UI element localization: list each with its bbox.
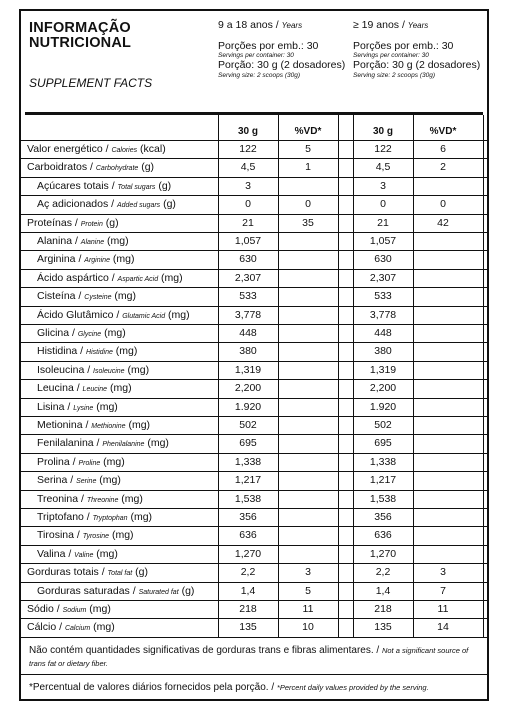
portions-per-pack-en: Servings per container: 30 bbox=[218, 52, 294, 59]
nutrient-label bbox=[37, 511, 152, 523]
nutrient-row bbox=[21, 214, 487, 232]
nutrient-amount: 1,4 bbox=[240, 584, 256, 597]
portions-per-pack-en: Servings per container: 30 bbox=[353, 52, 429, 59]
nutrient-unit: (g) bbox=[160, 198, 176, 211]
row-divider bbox=[21, 490, 487, 491]
nutrient-row bbox=[21, 379, 487, 397]
nutrient-name: Proteínas / bbox=[27, 216, 81, 229]
portion-size-en: Serving size: 2 scoops (30g) bbox=[218, 71, 301, 79]
nutrient-label bbox=[37, 437, 169, 449]
nutrient-row bbox=[21, 471, 487, 489]
nutrient-name: Fenilalanina / bbox=[37, 437, 103, 450]
nutrient-row bbox=[21, 250, 487, 268]
nutrient-dv: 5 bbox=[305, 584, 311, 597]
nutrient-amount: 533 bbox=[374, 290, 392, 303]
nutrient-unit: (mg) bbox=[124, 363, 150, 376]
row-divider bbox=[21, 398, 487, 399]
nutrient-amount: 1,538 bbox=[369, 492, 397, 505]
nutrient-amount: 2,307 bbox=[234, 271, 262, 284]
nutrient-row bbox=[21, 361, 487, 379]
nutrient-amount: 2,2 bbox=[240, 566, 256, 579]
portions-per-pack: Porções por emb.: 30 bbox=[353, 39, 454, 52]
nutrient-row bbox=[21, 545, 487, 563]
nutrient-label bbox=[37, 529, 134, 541]
nutrient-amount: 1,217 bbox=[369, 474, 397, 487]
nutrient-unit: (mg) bbox=[104, 235, 129, 247]
row-divider bbox=[21, 471, 487, 472]
nutrient-label bbox=[37, 548, 118, 560]
nutrient-amount: 122 bbox=[374, 143, 392, 155]
label-title bbox=[29, 21, 131, 51]
nutrient-amount: 3,778 bbox=[234, 308, 262, 321]
nutrient-row bbox=[21, 269, 487, 287]
nutrient-label bbox=[37, 364, 149, 376]
dv-header: %VD* bbox=[429, 126, 457, 137]
nutrient-name-en: Valine bbox=[74, 551, 94, 559]
nutrient-amount: 695 bbox=[239, 437, 257, 450]
nutrient-row bbox=[21, 453, 487, 471]
nutrient-amount: 1,538 bbox=[234, 492, 262, 505]
row-divider bbox=[21, 582, 487, 583]
nutrient-name: Cisteína / bbox=[37, 290, 85, 303]
nutrient-name-en: Glycine bbox=[77, 331, 102, 338]
footnote-trans-text: Não contém quantidades significativas de gorduras trans e fibras alimentares. / bbox=[29, 645, 382, 656]
nutrient-name-en: Total sugars bbox=[117, 183, 156, 191]
nutrient-amount: 4,5 bbox=[375, 161, 391, 174]
nutrient-label bbox=[37, 585, 194, 597]
nutrient-label bbox=[37, 493, 143, 505]
nutrient-amount: 502 bbox=[239, 419, 257, 431]
nutrient-amount: 636 bbox=[374, 529, 392, 542]
row-divider bbox=[21, 195, 487, 196]
nutrient-label bbox=[37, 290, 136, 302]
nutrition-label bbox=[19, 9, 489, 701]
nutrient-amount: 380 bbox=[239, 345, 257, 358]
nutrient-name-en: Cysteine bbox=[84, 294, 112, 302]
nutrient-amount: 630 bbox=[239, 253, 257, 266]
nutrient-name: Leucina / bbox=[37, 382, 83, 395]
nutrient-unit: (mg) bbox=[165, 308, 190, 321]
nutrient-row bbox=[21, 582, 487, 600]
age-range: 9 a 18 anos / bbox=[218, 19, 282, 31]
row-divider bbox=[21, 324, 487, 325]
nutrient-amount: 1,338 bbox=[369, 455, 397, 468]
row-divider bbox=[21, 232, 487, 233]
nutrient-row bbox=[21, 287, 487, 305]
label-title-line1: INFORMAÇÃO bbox=[29, 20, 131, 36]
nutrient-row bbox=[21, 526, 487, 544]
nutrient-label bbox=[27, 143, 166, 155]
nutrient-amount: 636 bbox=[239, 529, 257, 542]
nutrient-unit: (mg) bbox=[127, 511, 153, 523]
nutrient-name-en: Tyrosine bbox=[82, 533, 110, 541]
footnote-rule bbox=[21, 674, 487, 675]
nutrient-row bbox=[21, 600, 487, 618]
nutrient-unit: (mg) bbox=[96, 474, 121, 487]
portion-size-en: Serving size: 2 scoops (30g) bbox=[353, 71, 436, 79]
nutrient-amount: 2,307 bbox=[369, 271, 397, 284]
row-divider bbox=[21, 526, 487, 527]
nutrient-amount: 1,4 bbox=[375, 584, 391, 597]
nutrient-unit: (kcal) bbox=[137, 143, 166, 155]
nutrient-amount: 1,270 bbox=[369, 547, 397, 560]
nutrient-row bbox=[21, 342, 487, 360]
nutrient-name: Ácido Glutâmico / bbox=[37, 308, 123, 321]
row-divider bbox=[21, 287, 487, 288]
nutrient-dv: 3 bbox=[440, 566, 446, 579]
nutrient-unit: (g) bbox=[138, 161, 155, 174]
nutrient-name-en: Added sugars bbox=[116, 202, 161, 210]
nutrient-unit: (mg) bbox=[100, 455, 125, 468]
nutrient-amount: 630 bbox=[374, 253, 392, 266]
nutrient-row bbox=[21, 195, 487, 213]
nutrient-name: Glicina / bbox=[37, 327, 78, 339]
label-subtitle: SUPPLEMENT FACTS bbox=[29, 76, 153, 90]
nutrient-amount: 2,200 bbox=[369, 382, 397, 395]
footnote-daily-values bbox=[29, 681, 483, 694]
nutrient-amount: 3 bbox=[380, 179, 386, 192]
nutrient-name: Valor energético / bbox=[27, 143, 112, 155]
nutrient-dv: 7 bbox=[440, 584, 446, 597]
nutrient-name-en: Calories bbox=[111, 147, 138, 154]
nutrient-amount: 380 bbox=[374, 345, 392, 358]
age-range: ≥ 19 anos / bbox=[353, 19, 408, 31]
nutrient-name: Sódio / bbox=[27, 603, 63, 615]
nutrient-unit: (mg) bbox=[93, 400, 118, 413]
nutrient-label bbox=[37, 309, 190, 321]
nutrient-row bbox=[21, 416, 487, 434]
nutrient-amount: 533 bbox=[239, 290, 257, 303]
nutrient-label bbox=[37, 456, 125, 468]
nutrient-name: Valina / bbox=[37, 547, 75, 560]
nutrient-amount: 356 bbox=[239, 511, 257, 523]
nutrient-name: Treonina / bbox=[37, 492, 87, 505]
column-header-19-plus bbox=[353, 19, 480, 79]
nutrient-row bbox=[21, 563, 487, 581]
row-divider bbox=[21, 434, 487, 435]
table-bottom-rule bbox=[21, 637, 487, 638]
nutrient-name-en: Protein bbox=[80, 220, 103, 228]
nutrient-name-en: Serine bbox=[76, 478, 97, 486]
nutrient-amount: 1,338 bbox=[234, 455, 262, 468]
portion-size: Porção: 30 g (2 dosadores) bbox=[353, 59, 481, 71]
nutrient-name: Tirosina / bbox=[37, 529, 83, 542]
nutrient-row bbox=[21, 158, 487, 176]
footnote-dv-en: *Percent daily values provided by the serving. bbox=[276, 683, 429, 692]
nutrient-dv: 42 bbox=[437, 216, 449, 229]
age-range-en: Years bbox=[281, 21, 303, 30]
nutrient-name: Aç adicionados / bbox=[37, 198, 117, 211]
nutrient-name: Ácido aspártico / bbox=[37, 271, 118, 284]
row-divider bbox=[21, 379, 487, 380]
nutrient-dv: 2 bbox=[440, 161, 446, 174]
row-divider bbox=[21, 618, 487, 619]
nutrient-label bbox=[27, 603, 111, 615]
nutrient-name-en: Histidine bbox=[86, 349, 113, 357]
nutrient-name-en: Saturated fat bbox=[138, 588, 179, 596]
age-range-en: Years bbox=[407, 21, 429, 30]
nutrient-dv: 6 bbox=[440, 143, 446, 155]
nutrient-amount: 502 bbox=[374, 419, 392, 431]
nutrient-unit: (mg) bbox=[86, 603, 111, 615]
nutrient-unit: (mg) bbox=[125, 419, 151, 431]
nutrient-label bbox=[27, 566, 148, 578]
nutrient-amount: 448 bbox=[239, 327, 257, 339]
nutrient-amount: 0 bbox=[245, 198, 251, 211]
nutrient-name-en: Aspartic Acid bbox=[117, 275, 159, 283]
nutrient-label bbox=[27, 621, 115, 633]
nutrient-row bbox=[21, 177, 487, 195]
nutrient-amount: 1,217 bbox=[234, 474, 262, 487]
nutrient-name: Histidina / bbox=[37, 345, 87, 358]
nutrient-name: Açúcares totais / bbox=[37, 179, 118, 192]
nutrient-dv: 11 bbox=[437, 603, 449, 615]
nutrient-name: Gorduras saturadas / bbox=[37, 584, 139, 597]
nutrient-name: Gorduras totais / bbox=[27, 566, 108, 579]
row-divider bbox=[21, 177, 487, 178]
row-divider bbox=[21, 545, 487, 546]
nutrient-label bbox=[27, 161, 154, 173]
nutrient-unit: (mg) bbox=[101, 327, 126, 339]
nutrient-row bbox=[21, 306, 487, 324]
nutrient-label bbox=[37, 253, 134, 265]
nutrient-amount: 1,270 bbox=[234, 547, 262, 560]
nutrient-name: Serina / bbox=[37, 474, 77, 487]
portion-size: Porção: 30 g (2 dosadores) bbox=[218, 59, 346, 71]
nutrient-amount: 1.920 bbox=[234, 400, 262, 413]
nutrient-label bbox=[37, 272, 183, 284]
nutrient-dv: 11 bbox=[302, 603, 314, 615]
nutrient-amount: 356 bbox=[374, 511, 392, 523]
nutrient-amount: 21 bbox=[377, 216, 389, 229]
nutrient-name: Isoleucina / bbox=[37, 363, 94, 376]
nutrient-unit: (mg) bbox=[112, 345, 138, 358]
nutrient-dv: 10 bbox=[302, 621, 314, 634]
column-header-9-18 bbox=[218, 19, 345, 79]
nutrient-name-en: Total fat bbox=[107, 570, 133, 578]
nutrient-label bbox=[37, 180, 171, 192]
nutrient-dv: 3 bbox=[305, 566, 311, 579]
nutrient-name-en: Glutamic Acid bbox=[122, 312, 166, 320]
nutrient-amount: 135 bbox=[239, 621, 257, 634]
nutrient-unit: (mg) bbox=[93, 547, 118, 560]
row-divider bbox=[21, 158, 487, 159]
dv-header: %VD* bbox=[294, 126, 322, 137]
nutrient-label bbox=[37, 327, 126, 339]
nutrient-row bbox=[21, 140, 487, 158]
nutrient-unit: (g) bbox=[178, 584, 195, 597]
nutrient-row bbox=[21, 232, 487, 250]
nutrient-row bbox=[21, 490, 487, 508]
nutrient-label bbox=[37, 382, 132, 394]
row-divider bbox=[21, 306, 487, 307]
nutrient-amount: 2,200 bbox=[234, 382, 262, 395]
footnote-trans-en: Not a significant source of trans fat or dietary fiber. bbox=[29, 646, 469, 668]
row-divider bbox=[21, 269, 487, 270]
nutrient-amount: 21 bbox=[242, 216, 254, 229]
nutrient-name-en: Isoleucine bbox=[93, 367, 125, 375]
nutrient-name-en: Sodium bbox=[62, 607, 87, 614]
footnote-trans-fat bbox=[29, 644, 483, 670]
nutrient-label bbox=[37, 419, 150, 431]
nutrient-amount: 448 bbox=[374, 327, 392, 339]
nutrient-name-en: Methionine bbox=[91, 423, 126, 430]
amount-header: 30 g bbox=[372, 126, 393, 137]
nutrient-dv: 35 bbox=[302, 216, 314, 229]
nutrient-row bbox=[21, 324, 487, 342]
nutrient-unit: (g) bbox=[102, 216, 119, 229]
nutrient-row bbox=[21, 398, 487, 416]
nutrient-amount: 218 bbox=[374, 603, 392, 615]
nutrient-dv: 1 bbox=[305, 161, 311, 174]
nutrient-unit: (mg) bbox=[107, 382, 132, 395]
nutrient-amount: 1.920 bbox=[369, 400, 397, 413]
nutrient-unit: (mg) bbox=[158, 271, 183, 284]
nutrient-name: Cálcio / bbox=[27, 621, 65, 634]
nutrient-amount: 1,057 bbox=[369, 235, 397, 247]
nutrient-name-en: Proline bbox=[78, 459, 101, 467]
portions-per-pack: Porções por emb.: 30 bbox=[218, 39, 319, 52]
nutrient-amount: 2,2 bbox=[375, 566, 391, 579]
nutrient-amount: 3 bbox=[245, 179, 251, 192]
nutrient-name-en: Alanine bbox=[80, 239, 105, 246]
nutrient-amount: 0 bbox=[380, 198, 386, 211]
nutrient-name-en: Leucine bbox=[82, 386, 108, 394]
nutrient-dv: 0 bbox=[440, 198, 446, 211]
nutrient-name: Carboidratos / bbox=[27, 161, 96, 174]
nutrient-amount: 1,319 bbox=[234, 363, 262, 376]
nutrient-amount: 1,319 bbox=[369, 363, 397, 376]
nutrient-amount: 135 bbox=[374, 621, 392, 634]
nutrient-dv: 0 bbox=[305, 198, 311, 211]
nutrient-name-en: Lysine bbox=[73, 404, 94, 412]
row-divider bbox=[21, 508, 487, 509]
row-divider bbox=[21, 600, 487, 601]
nutrient-unit: (mg) bbox=[111, 290, 137, 303]
nutrient-name-en: Carbohydrate bbox=[95, 165, 139, 173]
row-divider bbox=[21, 563, 487, 564]
row-divider bbox=[21, 250, 487, 251]
nutrient-name-en: Threonine bbox=[86, 496, 119, 504]
nutrient-name: Prolina / bbox=[37, 455, 79, 468]
row-divider bbox=[21, 416, 487, 417]
nutrient-label bbox=[37, 198, 176, 210]
nutrient-unit: (g) bbox=[155, 179, 172, 192]
nutrient-label bbox=[37, 345, 137, 357]
nutrient-amount: 122 bbox=[239, 143, 257, 155]
footnote-dv-text: *Percentual de valores diários fornecidos pela porção. / bbox=[29, 682, 277, 693]
nutrient-name: Metionina / bbox=[37, 419, 92, 431]
nutrient-amount: 218 bbox=[239, 603, 257, 615]
nutrient-name-en: Calcium bbox=[64, 625, 91, 633]
nutrient-amount: 4,5 bbox=[240, 161, 256, 174]
nutrient-row bbox=[21, 434, 487, 452]
nutrient-name-en: Tryptophan bbox=[92, 515, 128, 522]
nutrient-unit: (mg) bbox=[90, 621, 115, 634]
nutrient-unit: (g) bbox=[132, 566, 148, 579]
nutrient-dv: 5 bbox=[305, 143, 311, 155]
nutrient-name: Triptofano / bbox=[37, 511, 93, 523]
nutrient-label bbox=[37, 235, 129, 247]
nutrient-row bbox=[21, 508, 487, 526]
nutrient-amount: 695 bbox=[374, 437, 392, 450]
nutrient-label bbox=[37, 474, 121, 486]
nutrient-name-en: Arginine bbox=[84, 257, 110, 265]
nutrient-name-en: Phenilalanine bbox=[102, 441, 145, 449]
amount-header: 30 g bbox=[237, 126, 258, 137]
row-divider bbox=[21, 342, 487, 343]
nutrient-unit: (mg) bbox=[109, 253, 135, 266]
nutrient-row bbox=[21, 618, 487, 636]
nutrient-dv: 14 bbox=[437, 621, 449, 634]
label-title-line2: NUTRICIONAL bbox=[29, 35, 132, 51]
nutrient-label bbox=[37, 401, 118, 413]
nutrient-amount: 1,057 bbox=[234, 235, 262, 247]
nutrient-name: Lisina / bbox=[37, 400, 74, 413]
nutrient-unit: (mg) bbox=[144, 437, 169, 450]
nutrient-label bbox=[27, 217, 119, 229]
row-divider bbox=[21, 453, 487, 454]
row-divider bbox=[21, 214, 487, 215]
nutrient-unit: (mg) bbox=[118, 492, 143, 505]
nutrient-name: Alanina / bbox=[37, 235, 81, 247]
header-rule bbox=[25, 112, 483, 115]
nutrient-amount: 3,778 bbox=[369, 308, 397, 321]
row-divider bbox=[21, 361, 487, 362]
nutrient-name: Arginina / bbox=[37, 253, 85, 266]
nutrient-unit: (mg) bbox=[109, 529, 134, 542]
